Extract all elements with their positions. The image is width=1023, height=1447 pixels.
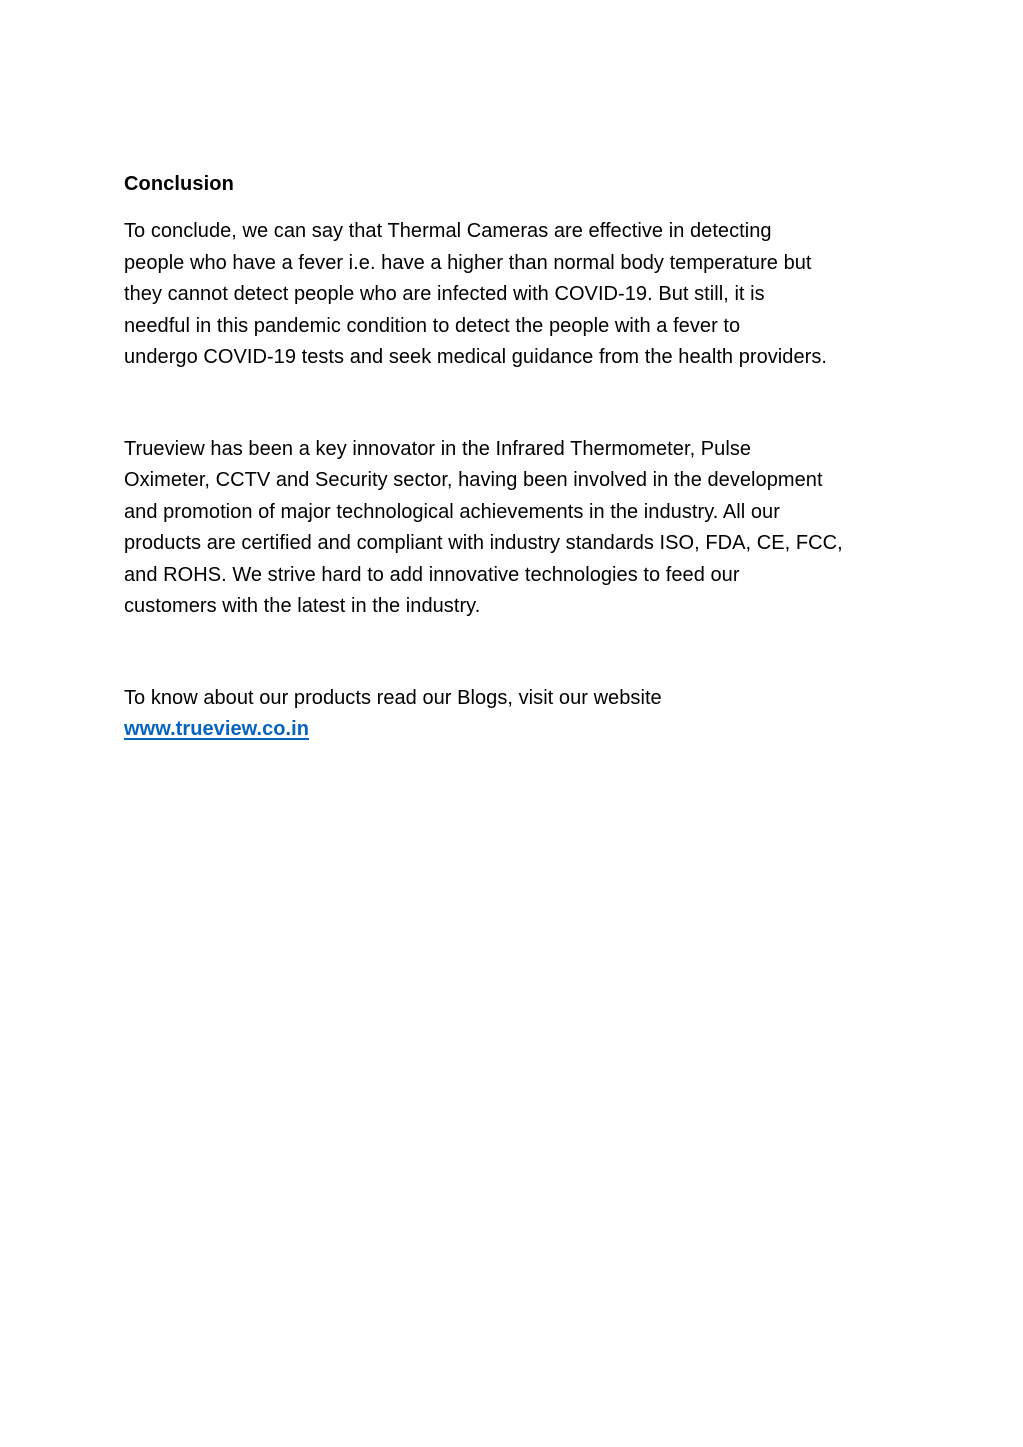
paragraph-line: Oximeter, CCTV and Security sector, having been involved in the development (124, 469, 823, 491)
paragraph-line: undergo COVID-19 tests and seek medical guidance from the health providers. (124, 346, 828, 368)
section-heading: Conclusion (124, 173, 234, 195)
paragraph-line: customers with the latest in the industry. (124, 595, 481, 617)
paragraph-spacer (124, 374, 914, 434)
paragraph-line: and ROHS. We strive hard to add innovative technologies to feed our (124, 563, 740, 586)
paragraph-line: they cannot detect people who are infected with COVID-19. But still, it is (124, 283, 765, 305)
conclusion-paragraph (124, 216, 914, 374)
paragraph-line: Trueview has been a key innovator in the Infrared Thermometer, Pulse (124, 437, 752, 460)
paragraph-spacer (124, 623, 914, 683)
website-link[interactable]: www.trueview.co.in (124, 718, 310, 740)
document-content (124, 170, 914, 746)
paragraph-line: needful in this pandemic condition to detect the people with a fever to (124, 314, 741, 337)
paragraph-line: To conclude, we can say that Thermal Cameras are effective in detecting (124, 220, 772, 242)
website-paragraph (124, 683, 914, 746)
paragraph-line: people who have a fever i.e. have a higher than normal body temperature but (124, 251, 812, 274)
paragraph-line: and promotion of major technological achievements in the industry. All our (124, 500, 780, 523)
paragraph-line: To know about our products read our Blogs, visit our website (124, 686, 662, 709)
company-paragraph (124, 434, 914, 623)
paragraph-line: products are certified and compliant with industry standards ISO, FDA, CE, FCC, (124, 532, 843, 554)
